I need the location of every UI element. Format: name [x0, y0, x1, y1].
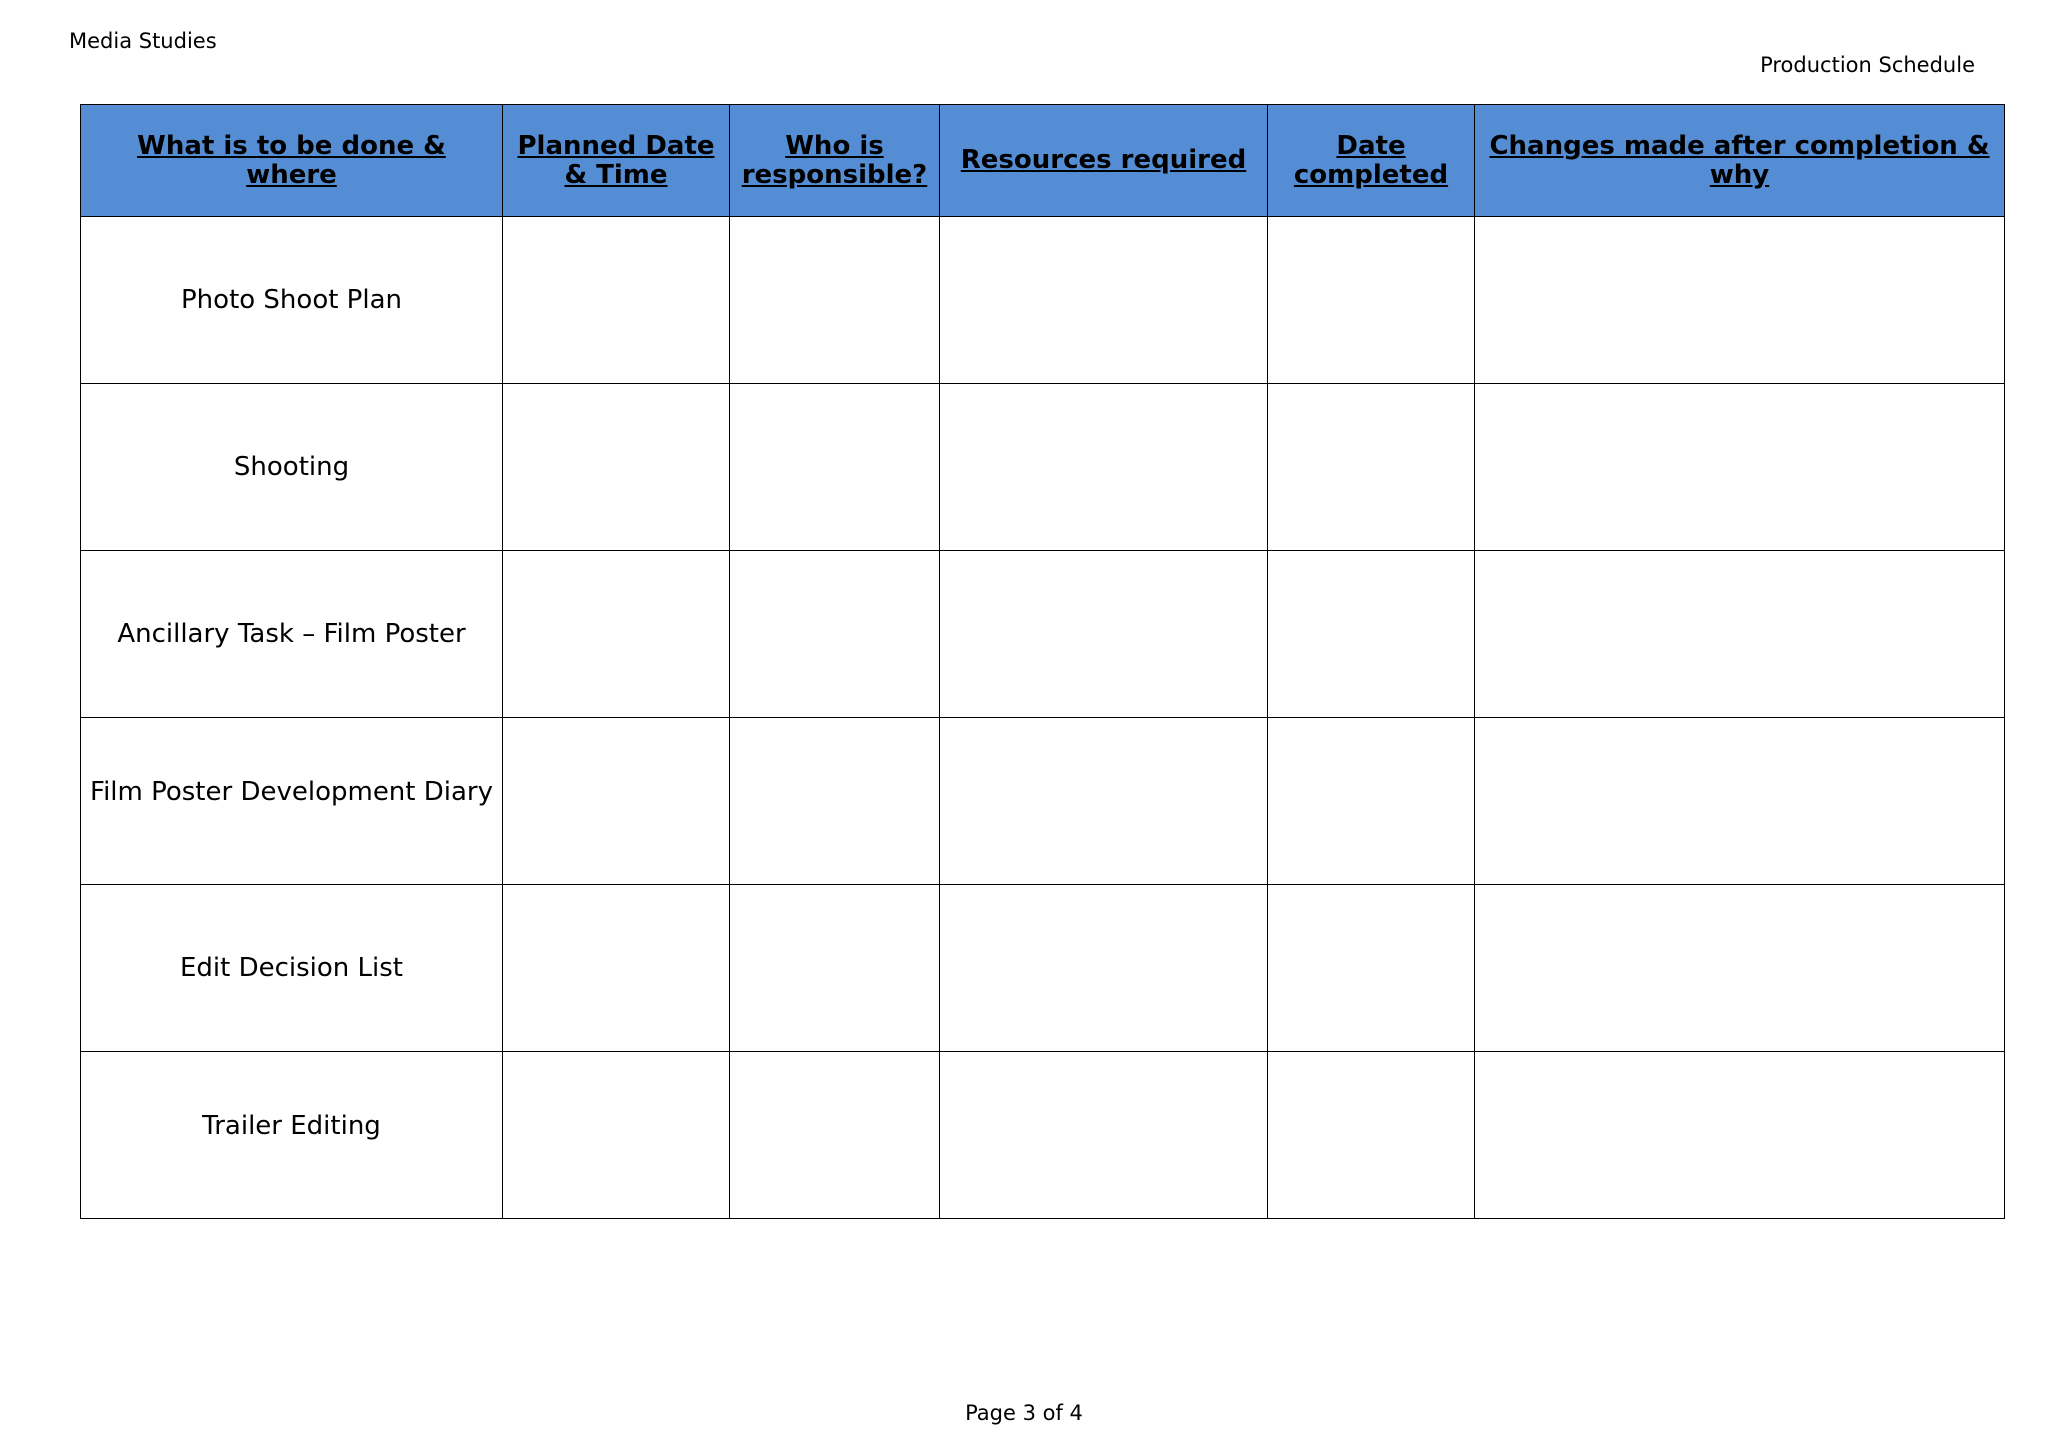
column-header-planned-date: Planned Date & Time: [503, 105, 730, 217]
table-header-row: [81, 105, 2005, 217]
table-row: [81, 384, 2005, 551]
changes-cell[interactable]: [1475, 551, 2005, 718]
date-completed-cell[interactable]: [1268, 551, 1475, 718]
responsible-cell[interactable]: [730, 885, 940, 1052]
resources-cell[interactable]: [940, 718, 1268, 885]
column-header-responsible: Who is responsible?: [730, 105, 940, 217]
planned-date-cell[interactable]: [503, 1052, 730, 1219]
production-schedule-table: [80, 104, 2005, 1219]
table-row: [81, 885, 2005, 1052]
column-header-date-completed: Date completed: [1268, 105, 1475, 217]
column-header-task: What is to be done & where: [81, 105, 503, 217]
planned-date-cell[interactable]: [503, 217, 730, 384]
responsible-cell[interactable]: [730, 1052, 940, 1219]
changes-cell[interactable]: [1475, 384, 2005, 551]
planned-date-cell[interactable]: [503, 885, 730, 1052]
task-cell: Film Poster Development Diary: [81, 718, 503, 885]
table-row: [81, 1052, 2005, 1219]
date-completed-cell[interactable]: [1268, 217, 1475, 384]
date-completed-cell[interactable]: [1268, 885, 1475, 1052]
planned-date-cell[interactable]: [503, 718, 730, 885]
responsible-cell[interactable]: [730, 718, 940, 885]
task-cell: Trailer Editing: [81, 1052, 503, 1219]
responsible-cell[interactable]: [730, 384, 940, 551]
table-row: [81, 718, 2005, 885]
table-row: [81, 217, 2005, 384]
changes-cell[interactable]: [1475, 718, 2005, 885]
task-cell: Edit Decision List: [81, 885, 503, 1052]
responsible-cell[interactable]: [730, 551, 940, 718]
date-completed-cell[interactable]: [1268, 1052, 1475, 1219]
header-document-title: Production Schedule: [1760, 53, 1975, 77]
changes-cell[interactable]: [1475, 217, 2005, 384]
resources-cell[interactable]: [940, 217, 1268, 384]
resources-cell[interactable]: [940, 551, 1268, 718]
column-header-resources: Resources required: [940, 105, 1268, 217]
page-number: Page 3 of 4: [965, 1401, 1083, 1425]
header-subject: Media Studies: [69, 29, 217, 53]
resources-cell[interactable]: [940, 384, 1268, 551]
responsible-cell[interactable]: [730, 217, 940, 384]
task-cell: Ancillary Task – Film Poster: [81, 551, 503, 718]
task-cell: Shooting: [81, 384, 503, 551]
planned-date-cell[interactable]: [503, 384, 730, 551]
changes-cell[interactable]: [1475, 1052, 2005, 1219]
column-header-changes: Changes made after completion & why: [1475, 105, 2005, 217]
task-cell: Photo Shoot Plan: [81, 217, 503, 384]
resources-cell[interactable]: [940, 885, 1268, 1052]
planned-date-cell[interactable]: [503, 551, 730, 718]
resources-cell[interactable]: [940, 1052, 1268, 1219]
table-row: [81, 551, 2005, 718]
changes-cell[interactable]: [1475, 885, 2005, 1052]
date-completed-cell[interactable]: [1268, 718, 1475, 885]
date-completed-cell[interactable]: [1268, 384, 1475, 551]
